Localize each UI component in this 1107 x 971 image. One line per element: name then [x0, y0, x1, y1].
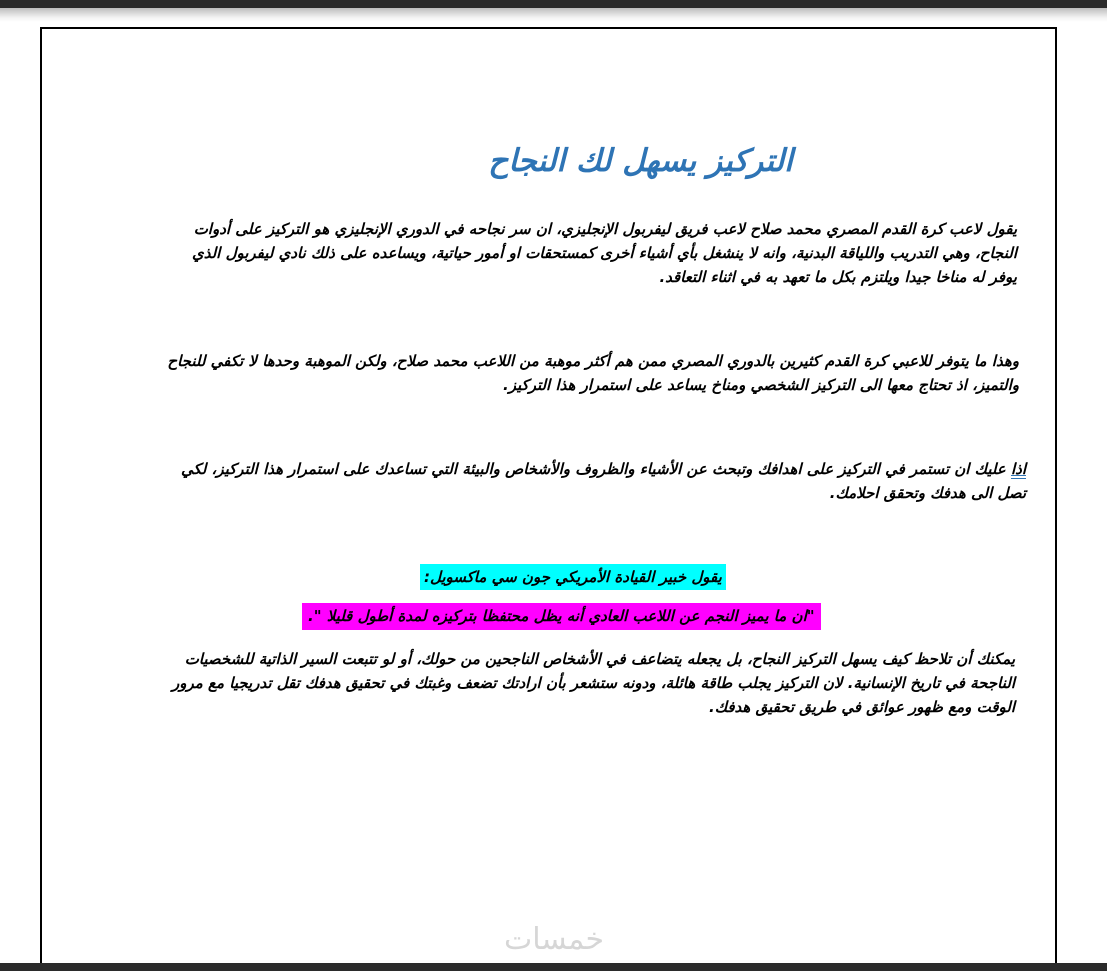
- underlined-word: اذا: [1010, 460, 1026, 478]
- window-top-bar: [0, 0, 1107, 8]
- quote-highlight: "ان ما يميز النجم عن اللاعب العادي أنه يظل محتفظا بتركيزه لمدة أطول قليلا ".: [302, 603, 821, 630]
- paragraph-3-text: عليك ان تستمر في التركيز على اهدافك وتبحث عن الأشياء والظروف والأشخاص والبيئة التي تساعدك على استمرار هذا التركيز، لكي تصل الى هدفك وتحقق احلامك.: [180, 460, 1026, 502]
- paragraph-1: يقول لاعب كرة القدم المصري محمد صلاح لاعب فريق ليفربول الإنجليزي، ان سر نجاحه في الدوري الإنجليزي هو التركيز على أدوات النجاح، وهي التدريب واللياقة البدنية، وانه لا ينشغل بأي أشياء أخرى كمستحقات او أمور حياتية، ويساعده على ذلك نادي ليفربول الذي يوفر له مناخا جيدا ويلتزم بكل ما تعهد به في اثناء التعاقد.: [192, 220, 1017, 286]
- paragraph-3: [160, 457, 1026, 505]
- quote-intro-highlight: يقول خبير القيادة الأمريكي جون سي ماكسويل:: [420, 564, 726, 590]
- window-top-shadow: [0, 8, 1107, 22]
- window-bottom-bar: [0, 963, 1107, 971]
- paragraph-4: يمكنك أن تلاحظ كيف يسهل التركيز النجاح، بل يجعله يتضاعف في الأشخاص الناجحين من حولك، أو لو تتبعت السير الذاتية للشخصيات الناجحة في تاريخ الإنسانية. لان التركيز يجلب طاقة هائلة، ودونه ستشعر بأن ارادتك تضعف وغبتك في تحقيق هدفك تقل تدريجيا مع مرور الوقت ومع ظهور عوائق في طريق تحقيق هدفك.: [171, 650, 1015, 716]
- document-page: [40, 27, 1057, 971]
- document-title: التركيز يسهل لك النجاح: [488, 143, 793, 179]
- watermark-logo: خمسات: [503, 922, 605, 957]
- paragraph-2: وهذا ما يتوفر للاعبي كرة القدم كثيرين بالدوري المصري ممن هم أكثر موهبة من اللاعب محمد صلاح، ولكن الموهبة وحدها لا تكفي للنجاح والتميز، اذ تحتاج معها الى التركيز الشخصي ومناخ يساعد على استمرار هذا التركيز.: [167, 352, 1019, 394]
